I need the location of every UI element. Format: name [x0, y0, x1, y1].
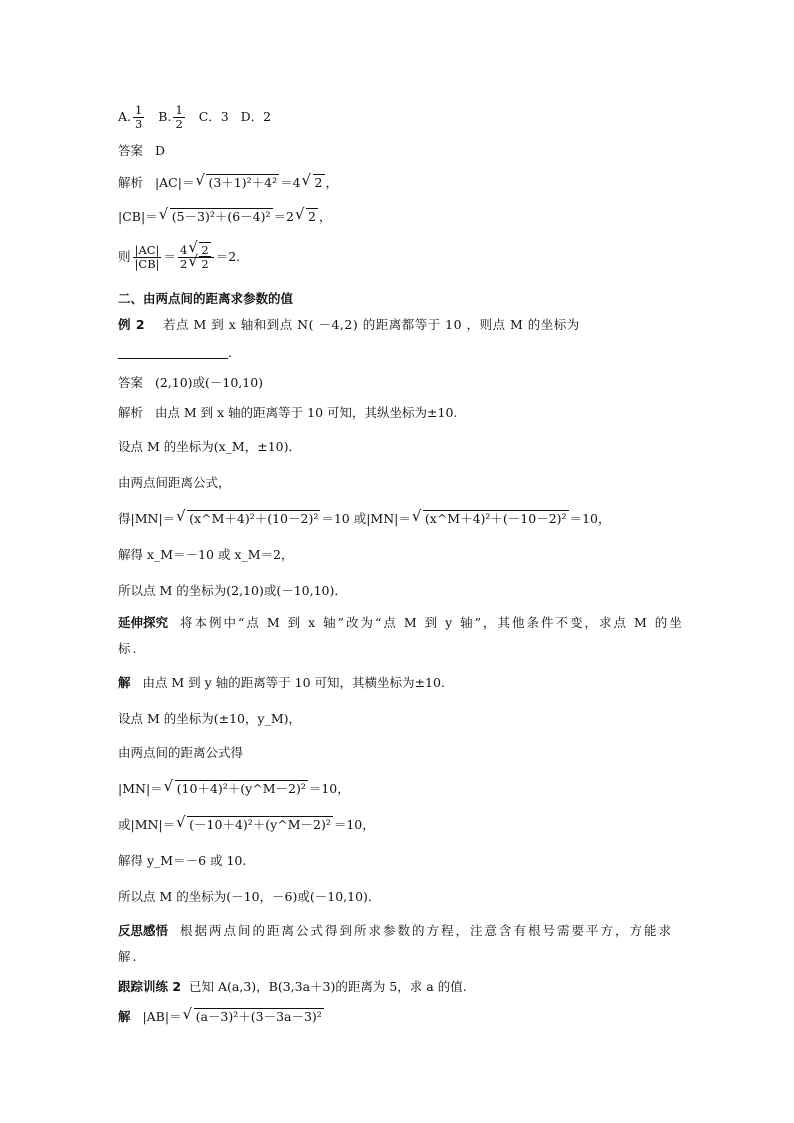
solution-2-line-6: 所以点 M 的坐标为(2,10)或(－10,10)． — [118, 583, 347, 598]
solution-2-line-3: 由两点间距离公式， — [118, 475, 231, 490]
solution-3-line-3: 由两点间的距离公式得 — [118, 745, 244, 760]
solution-1-line-3: 则 $\frac{|AC|}{|CB|}$ ＝ $\frac{4√ 2}{2√ 2}$ ＝2. — [118, 244, 240, 271]
section-heading: 二、由两点间的距离求参数的值 — [118, 291, 294, 306]
solution-2-line-5: 解得 x_M＝－10 或 x_M＝2， — [118, 547, 294, 562]
solution-4: 解 |AB|＝√ (a－3)²＋(3－3a－3)² — [118, 1008, 325, 1026]
solution-3-line-1: 解 由点 M 到 y 轴的距离等于 10 可知，其横坐标为±10. — [118, 675, 445, 690]
solution-2-line-1: 解析 由点 M 到 x 轴的距离等于 10 可知，其纵坐标为±10. — [118, 405, 458, 420]
example-2: 例 2 若点 M 到 x 轴和到点 N( －4,2) 的距离都等于 10 ，则点 M 的坐标为 — [118, 317, 580, 332]
fill-blank — [118, 346, 228, 359]
solution-3-line-5: 或|MN|＝√ (－10＋4)²＋(y^M－2)² ＝10， — [118, 816, 375, 834]
solution-1-line-2: |CB|＝√ (5－3)²＋(6－4)² ＝2√ 2 ， — [118, 208, 331, 226]
answer-blank: ． — [118, 344, 241, 362]
solution-3-line-2: 设点 M 的坐标为(±10，y_M)， — [118, 711, 301, 726]
sqrt-expr: √ (3＋1)²＋4² — [195, 174, 279, 192]
solution-3-line-7: 所以点 M 的坐标为(－10，－6)或(－10,10)． — [118, 889, 381, 904]
solution-2-line-4: 得|MN|＝√ (x^M＋4)²＋(10－2)² ＝10 或|MN|＝√ (x^M＋4)²＋(－10－2)² ＝10， — [118, 510, 610, 528]
fraction-one-half: $\frac{1}{2}$ — [175, 103, 183, 131]
reflection: 反思感悟 根据两点间的距离公式得到所求参数的方程，注意含有根号需要平方，方能求 — [118, 923, 673, 938]
solution-3-line-4: |MN|＝√ (10＋4)²＋(y^M－2)² ＝10， — [118, 780, 350, 798]
answer-1: 答案 D — [118, 143, 165, 158]
solution-3-line-6: 解得 y_M＝－6 或 10. — [118, 853, 247, 868]
extension-prompt: 延伸探究 将本例中“点 M 到 x 轴”改为“点 M 到 y 轴”，其他条件不变，求点 M 的坐 — [118, 615, 684, 630]
answer-options: A. $\frac{1}{3}$ B. $\frac{1}{2}$ C．3 D．2 — [118, 103, 272, 131]
answer-2: 答案 (2,10)或(－10,10) — [118, 375, 264, 390]
extension-prompt-cont: 标. — [118, 641, 139, 656]
track-exercise-2: 跟踪训练 2 已知 A(a,3)，B(3,3a＋3)的距离为 5，求 a 的值. — [118, 979, 467, 994]
solution-2-line-2: 设点 M 的坐标为(x_M，±10)． — [118, 439, 301, 454]
solution-1-line-1: 解析 |AC|＝√ (3＋1)²＋4² ＝4√ 2 ， — [118, 174, 338, 192]
fraction-one-third: $\frac{1}{3}$ — [135, 103, 143, 131]
reflection-cont: 解. — [118, 949, 139, 964]
